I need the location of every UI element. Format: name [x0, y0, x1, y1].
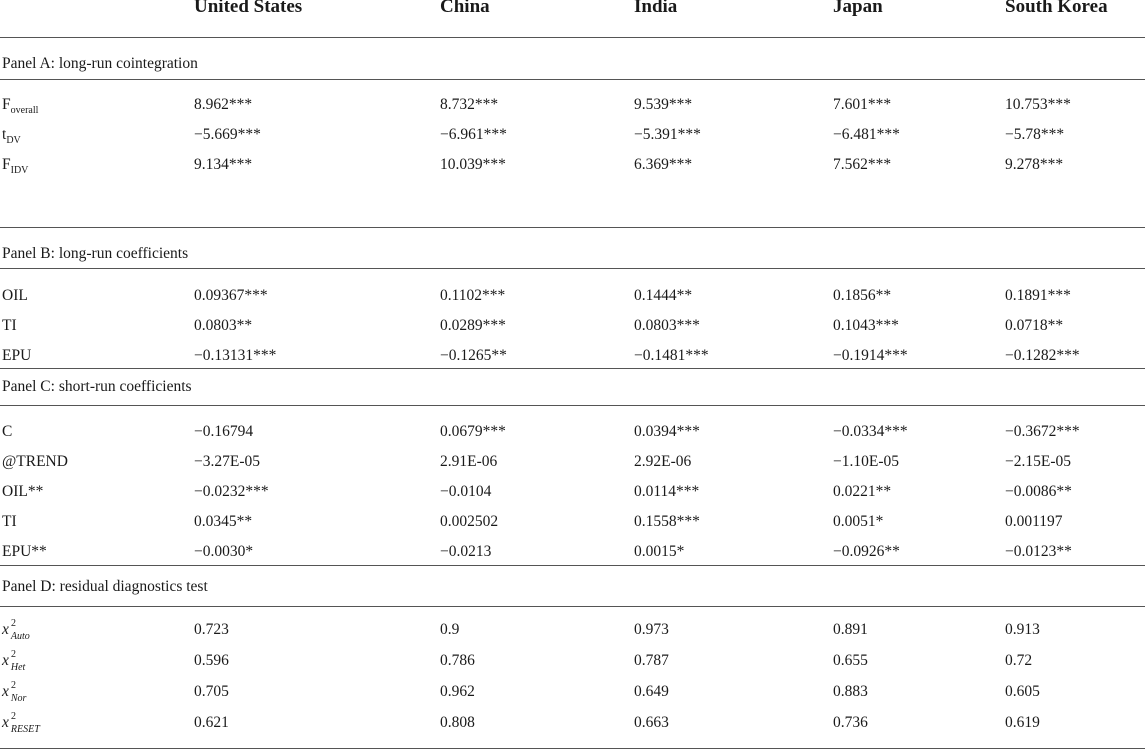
table-cell: 0.0679*** [440, 423, 506, 440]
table-cell: 7.562*** [833, 156, 892, 173]
table-cell: 0.9 [440, 621, 460, 638]
divider [0, 405, 1145, 406]
row-label: TI [2, 513, 17, 530]
table-cell: 0.649 [634, 683, 669, 700]
row-label: EPU** [2, 543, 47, 560]
table-row [0, 95, 1145, 125]
column-header-japan: Japan [833, 0, 883, 17]
table-cell: 9.134*** [194, 156, 253, 173]
table-cell: −0.0334*** [833, 423, 908, 440]
table-cell: 0.1558*** [634, 513, 700, 530]
table-cell: 2.91E-06 [440, 453, 498, 470]
table-cell: −5.391*** [634, 126, 701, 143]
table-cell: −1.10E-05 [833, 453, 899, 470]
table-cell: 0.596 [194, 652, 229, 669]
table-row [0, 651, 1145, 681]
table-cell: 0.09367*** [194, 287, 268, 304]
table-row [0, 452, 1145, 482]
row-label: $t_{DV}$ [2, 126, 21, 146]
table-row [0, 512, 1145, 542]
table-cell: −3.27E-05 [194, 453, 260, 470]
table-cell: −5.669*** [194, 126, 261, 143]
column-header-united-states: United States [194, 0, 303, 17]
table-cell: 0.808 [440, 714, 475, 731]
table-cell: 0.1102*** [440, 287, 506, 304]
table-cell: 0.0051* [833, 513, 884, 530]
table-row [0, 346, 1145, 376]
row-label: TI [2, 317, 17, 334]
table-row [0, 422, 1145, 452]
table-cell: 0.1043*** [833, 317, 899, 334]
table-cell: 0.0394*** [634, 423, 700, 440]
panel-a-title: Panel A: long-run cointegration [2, 55, 198, 72]
table-cell: −0.0030* [194, 543, 254, 560]
table-cell: −6.481*** [833, 126, 900, 143]
table-cell: −0.3672*** [1005, 423, 1080, 440]
panel-c-title: Panel C: short-run coefficients [2, 378, 192, 395]
row-label: OIL [2, 287, 28, 304]
table-cell: −0.0086** [1005, 483, 1072, 500]
table-row [0, 620, 1145, 650]
table-row [0, 155, 1145, 185]
row-label: OIL** [2, 483, 44, 500]
column-header-india: India [634, 0, 678, 17]
table-cell: −0.16794 [194, 423, 254, 440]
row-label: C [2, 423, 13, 440]
table-cell: 0.621 [194, 714, 229, 731]
divider [0, 368, 1145, 369]
table-row [0, 713, 1145, 743]
table-cell: 0.723 [194, 621, 229, 638]
table-cell: −0.0926** [833, 543, 900, 560]
table-cell: 6.369*** [634, 156, 693, 173]
table-cell: 0.705 [194, 683, 229, 700]
table-cell: −0.13131*** [194, 347, 277, 364]
table-cell: −0.0123** [1005, 543, 1072, 560]
table-cell: 0.736 [833, 714, 868, 731]
table-cell: −0.0232*** [194, 483, 269, 500]
row-label: x 2 $_{Auto}$ [2, 618, 30, 642]
table-row [0, 125, 1145, 155]
divider [0, 565, 1145, 566]
table-cell: 9.278*** [1005, 156, 1064, 173]
divider [0, 37, 1145, 38]
table-cell: 7.601*** [833, 96, 892, 113]
table-row [0, 542, 1145, 572]
row-label: x 2 $_{Nor}$ [2, 680, 27, 704]
column-header-china: China [440, 0, 490, 17]
table-cell: −0.1481*** [634, 347, 709, 364]
table-cell: 0.002502 [440, 513, 499, 530]
table-row [0, 316, 1145, 346]
table-cell: 0.0015* [634, 543, 685, 560]
row-label: @TREND [2, 453, 68, 470]
table-cell: 0.891 [833, 621, 868, 638]
table-cell: −0.0104 [440, 483, 492, 500]
table-cell: 0.962 [440, 683, 475, 700]
table-cell: 8.962*** [194, 96, 253, 113]
divider [0, 748, 1145, 749]
table-cell: 0.883 [833, 683, 868, 700]
table-cell: −5.78*** [1005, 126, 1065, 143]
table-cell: 0.0803*** [634, 317, 700, 334]
table-cell: 0.0803** [194, 317, 253, 334]
table-cell: −6.961*** [440, 126, 507, 143]
column-header-south-korea: South Korea [1005, 0, 1108, 17]
table-cell: 0.1444** [634, 287, 693, 304]
table-cell: 0.0221** [833, 483, 892, 500]
divider [0, 79, 1145, 80]
table-row [0, 682, 1145, 712]
table-cell: 0.655 [833, 652, 868, 669]
panel-b-title: Panel B: long-run coefficients [2, 245, 189, 262]
row-label: EPU [2, 347, 32, 364]
row-label: x 2 $_{Het}$ [2, 649, 26, 673]
table-cell: 0.72 [1005, 652, 1033, 669]
table-cell: 0.0718** [1005, 317, 1064, 334]
table-cell: 2.92E-06 [634, 453, 692, 470]
table-cell: 0.605 [1005, 683, 1040, 700]
table-cell: −2.15E-05 [1005, 453, 1071, 470]
table-row [0, 482, 1145, 512]
table-cell: −0.1282*** [1005, 347, 1080, 364]
table-cell: −0.1914*** [833, 347, 908, 364]
table-cell: 0.786 [440, 652, 475, 669]
table-cell: 0.001197 [1005, 513, 1063, 530]
row-label: $F_{overall}$ [2, 96, 39, 116]
table-cell: 0.787 [634, 652, 669, 669]
table-cell: 0.0114*** [634, 483, 700, 500]
table-cell: −0.1265** [440, 347, 507, 364]
table-cell: 0.0345** [194, 513, 253, 530]
table-cell: 0.663 [634, 714, 669, 731]
divider [0, 268, 1145, 269]
table-cell: 9.539*** [634, 96, 693, 113]
table-cell: 0.1891*** [1005, 287, 1071, 304]
divider [0, 606, 1145, 607]
table-cell: 8.732*** [440, 96, 499, 113]
row-label: $F_{IDV}$ [2, 156, 29, 176]
table-header [0, 0, 1145, 36]
table-cell: 10.753*** [1005, 96, 1071, 113]
table-cell: −0.0213 [440, 543, 492, 560]
divider [0, 227, 1145, 228]
table-cell: 0.1856** [833, 287, 892, 304]
table-row [0, 286, 1145, 316]
table-cell: 0.913 [1005, 621, 1040, 638]
panel-d-title: Panel D: residual diagnostics test [2, 578, 208, 595]
table-cell: 10.039*** [440, 156, 506, 173]
row-label: x 2 $_{RESET}$ [2, 711, 40, 735]
table-cell: 0.0289*** [440, 317, 506, 334]
table-cell: 0.973 [634, 621, 669, 638]
table-cell: 0.619 [1005, 714, 1040, 731]
